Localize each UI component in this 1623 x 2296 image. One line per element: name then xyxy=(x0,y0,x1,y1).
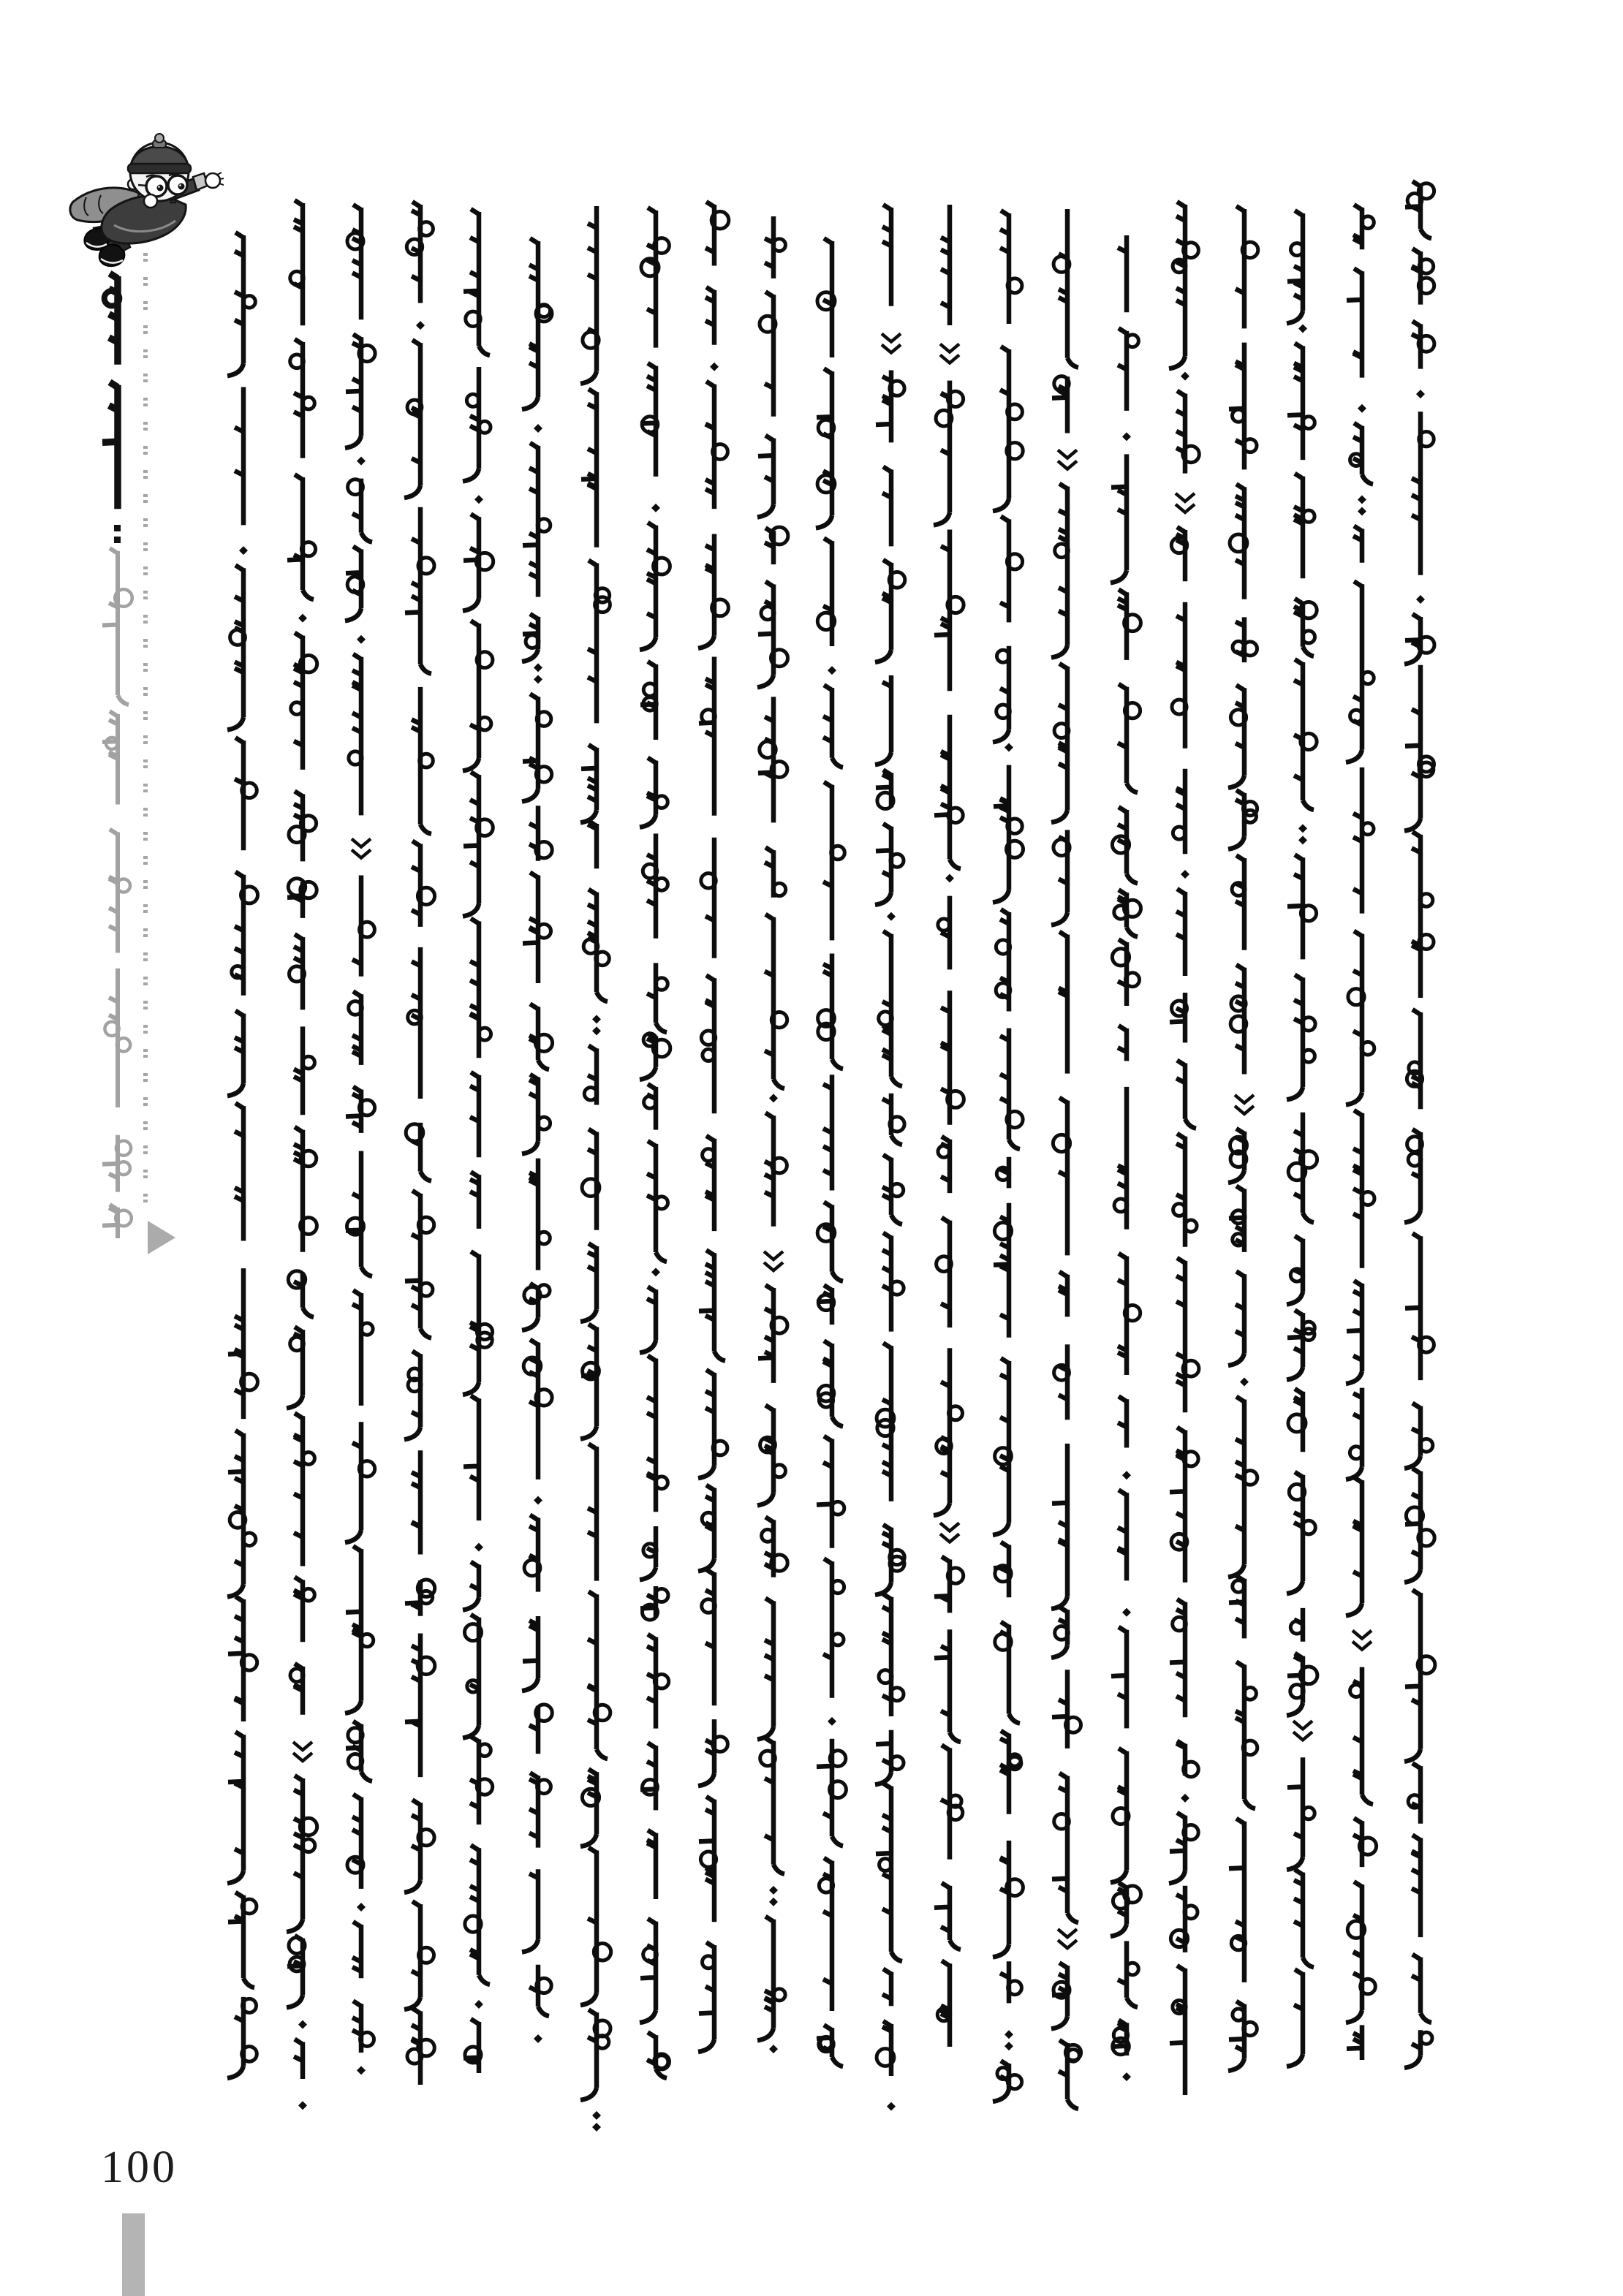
text-column-20 xyxy=(1346,205,1377,2060)
text-column-5 xyxy=(463,209,493,2073)
text-column-6 xyxy=(522,238,553,2043)
text-column-19 xyxy=(1287,211,1317,2066)
text-column-13 xyxy=(934,205,964,2047)
text-column-10 xyxy=(757,216,788,2053)
text-column-21 xyxy=(1404,181,1435,2068)
text-column-2 xyxy=(287,200,317,2110)
text-column-8 xyxy=(640,208,670,2078)
text-column-12 xyxy=(875,205,905,2111)
text-column-9 xyxy=(698,202,729,2052)
header-subtitle-column xyxy=(102,548,132,1238)
text-column-18 xyxy=(1228,206,1258,2071)
text-column-4 xyxy=(404,202,435,2085)
text-column-16 xyxy=(1111,235,1141,2081)
text-column-14 xyxy=(993,211,1024,2102)
text-column-15 xyxy=(1051,209,1081,2109)
text-column-1 xyxy=(227,232,258,2078)
text-column-17 xyxy=(1169,202,1199,2095)
text-column-7 xyxy=(580,206,611,2132)
text-column-3 xyxy=(345,205,375,2075)
page-number: 100 xyxy=(101,2142,178,2192)
footer-gray-bar xyxy=(122,2213,145,2296)
header-title-column xyxy=(102,273,119,509)
text-column-11 xyxy=(816,238,846,2066)
